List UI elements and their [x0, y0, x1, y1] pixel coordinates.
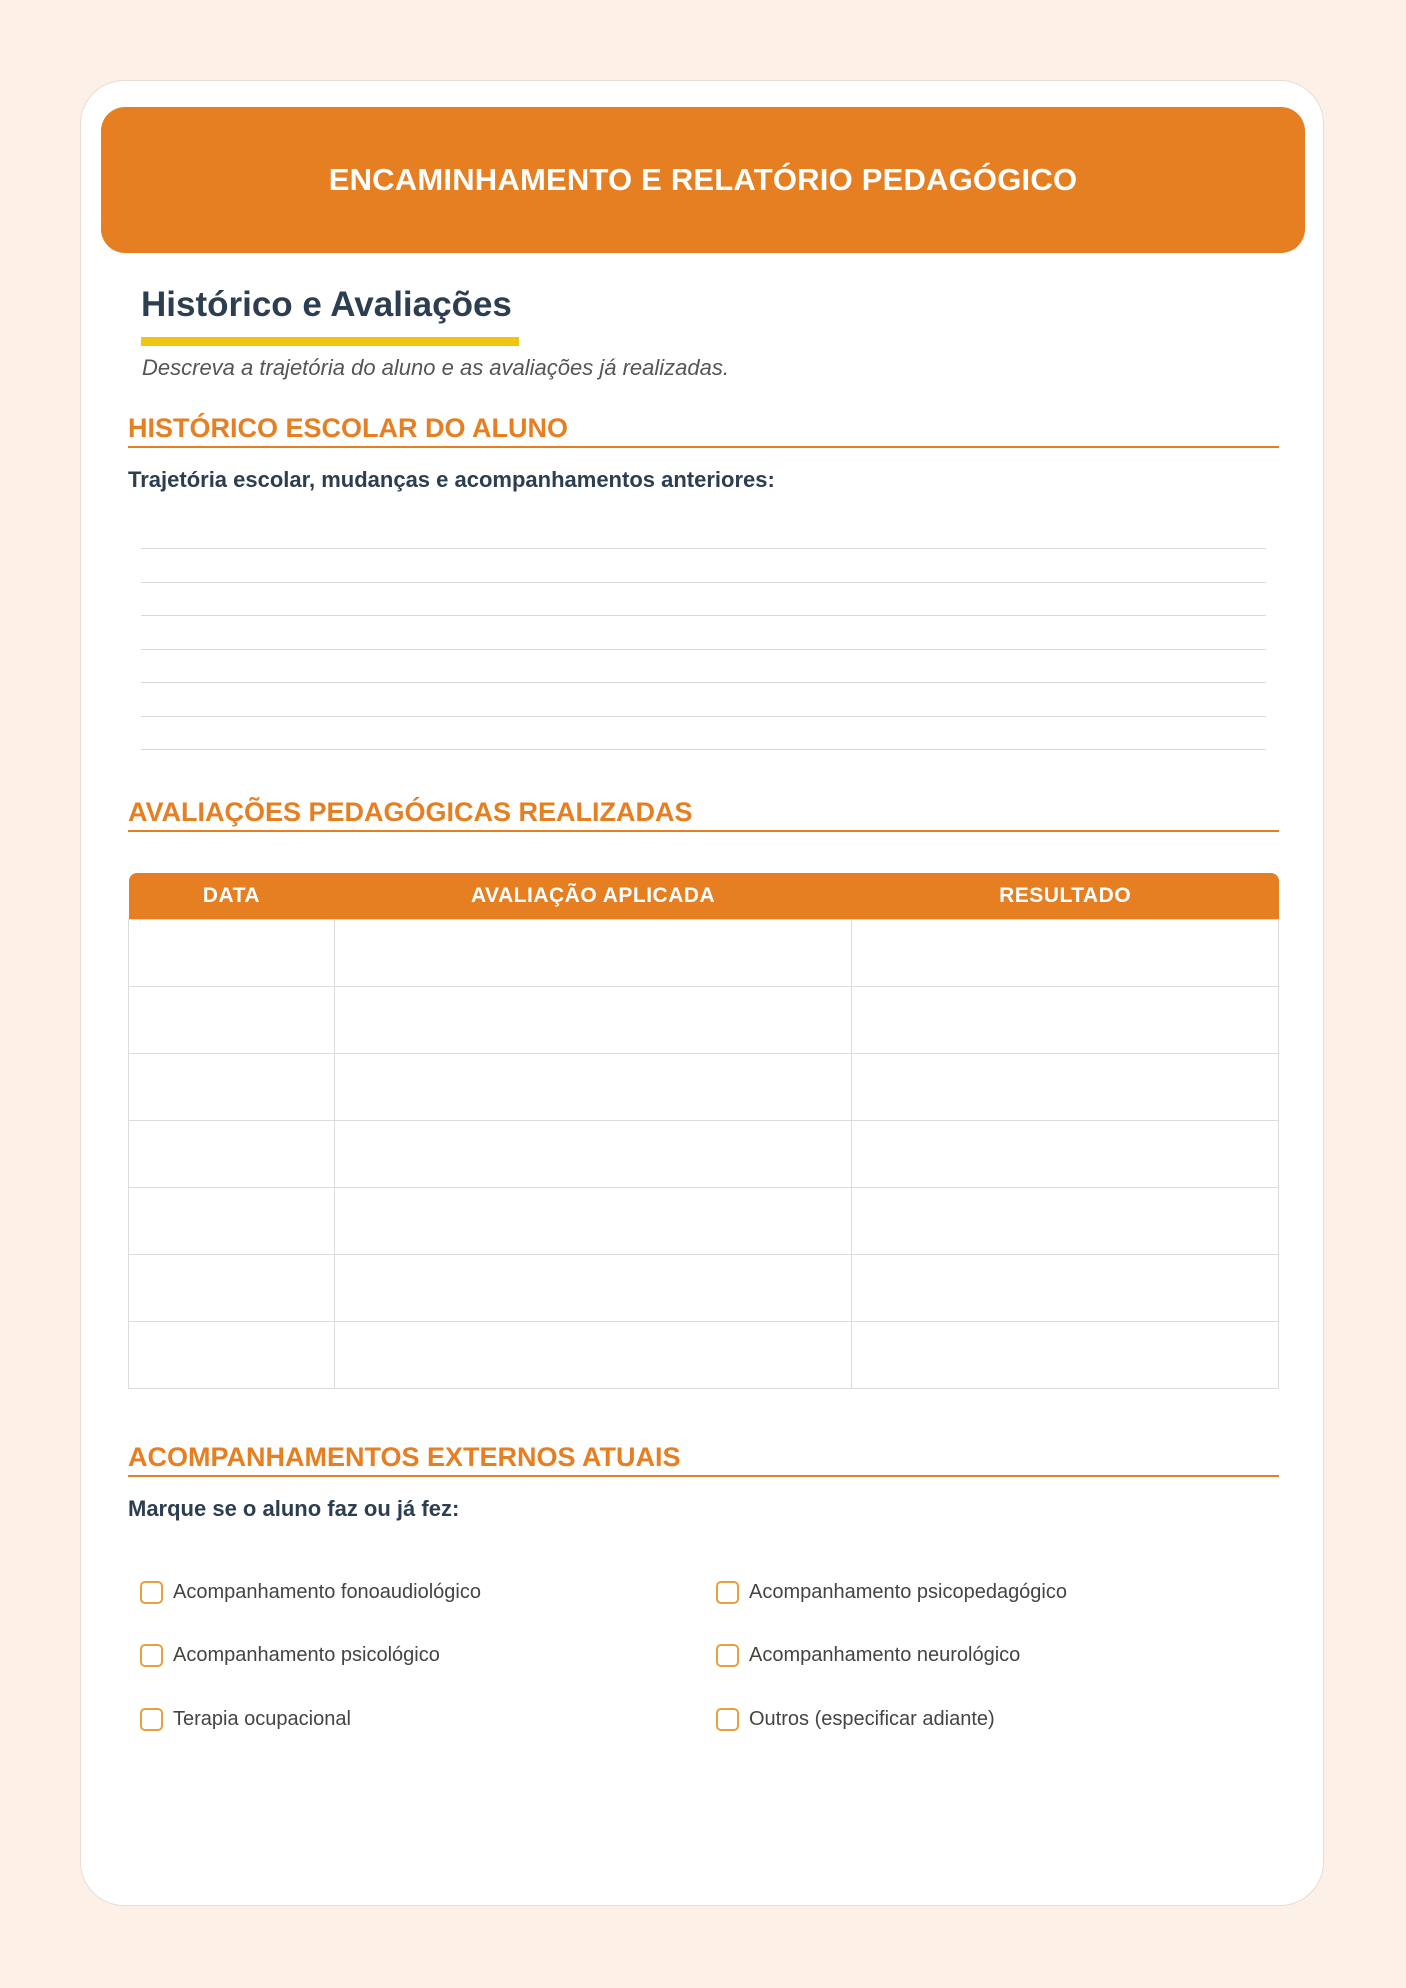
option-label: Acompanhamento psicológico — [173, 1643, 440, 1666]
column-header-avaliacao: AVALIAÇÃO APLICADA — [334, 873, 852, 920]
evaluations-heading: AVALIAÇÕES PEDAGÓGICAS REALIZADAS — [128, 799, 1279, 832]
external-heading: ACOMPANHAMENTOS EXTERNOS ATUAIS — [128, 1444, 1279, 1477]
table-cell[interactable] — [129, 987, 335, 1054]
table-cell[interactable] — [129, 1054, 335, 1121]
form-title: ENCAMINHAMENTO E RELATÓRIO PEDAGÓGICO — [328, 162, 1078, 197]
table-cell[interactable] — [129, 1188, 335, 1255]
table-cell[interactable] — [129, 920, 335, 987]
writing-line[interactable] — [141, 615, 1266, 616]
table-cell[interactable] — [129, 1121, 335, 1188]
writing-line[interactable] — [141, 749, 1266, 750]
table-row — [129, 1188, 1279, 1255]
table-cell[interactable] — [334, 1322, 852, 1389]
table-row — [129, 1054, 1279, 1121]
option-label: Terapia ocupacional — [173, 1707, 351, 1730]
writing-line[interactable] — [141, 716, 1266, 717]
checkbox[interactable] — [140, 1644, 163, 1667]
checkbox[interactable] — [716, 1708, 739, 1731]
option-label: Outros (especificar adiante) — [749, 1707, 995, 1730]
table-row — [129, 1255, 1279, 1322]
table-row — [129, 987, 1279, 1054]
checkbox[interactable] — [716, 1581, 739, 1604]
checkbox[interactable] — [140, 1708, 163, 1731]
table-row — [129, 1121, 1279, 1188]
option-terapia-ocupacional[interactable] — [140, 1704, 351, 1734]
evaluations-table-body — [129, 920, 1279, 1389]
table-cell[interactable] — [334, 1255, 852, 1322]
table-header-row — [129, 873, 1279, 920]
checkbox[interactable] — [716, 1644, 739, 1667]
table-cell[interactable] — [852, 1322, 1279, 1389]
table-cell[interactable] — [852, 1054, 1279, 1121]
table-row — [129, 1322, 1279, 1389]
option-label: Acompanhamento neurológico — [749, 1643, 1021, 1666]
header-banner — [101, 107, 1305, 253]
history-field-label: Trajetória escolar, mudanças e acompanhamentos anteriores: — [128, 467, 775, 492]
option-psicopedagogico[interactable] — [716, 1577, 1067, 1607]
external-field-label: Marque se o aluno faz ou já fez: — [128, 1496, 460, 1521]
option-label: Acompanhamento fonoaudiológico — [173, 1580, 481, 1603]
table-cell[interactable] — [129, 1322, 335, 1389]
writing-line[interactable] — [141, 682, 1266, 683]
table-cell[interactable] — [334, 920, 852, 987]
table-cell[interactable] — [852, 1255, 1279, 1322]
table-cell[interactable] — [334, 987, 852, 1054]
table-row — [129, 920, 1279, 987]
table-cell[interactable] — [334, 1188, 852, 1255]
writing-line[interactable] — [141, 649, 1266, 650]
table-cell[interactable] — [852, 920, 1279, 987]
section-title: Histórico e Avaliações — [141, 285, 512, 324]
section-description: Descreva a trajetória do aluno e as avaliações já realizadas. — [142, 355, 729, 380]
table-cell[interactable] — [334, 1054, 852, 1121]
option-outros[interactable] — [716, 1704, 995, 1734]
option-fonoaudiologico[interactable] — [140, 1577, 481, 1607]
writing-line[interactable] — [141, 582, 1266, 583]
table-cell[interactable] — [852, 1121, 1279, 1188]
form-card — [80, 80, 1324, 1906]
checkbox[interactable] — [140, 1581, 163, 1604]
option-psicologico[interactable] — [140, 1640, 440, 1670]
table-cell[interactable] — [129, 1255, 335, 1322]
table-cell[interactable] — [334, 1121, 852, 1188]
evaluations-table — [128, 873, 1279, 1389]
history-heading: HISTÓRICO ESCOLAR DO ALUNO — [128, 415, 1279, 448]
writing-line[interactable] — [141, 548, 1266, 549]
table-cell[interactable] — [852, 1188, 1279, 1255]
section-title-underline — [141, 337, 519, 346]
column-header-data: DATA — [129, 873, 335, 920]
table-cell[interactable] — [852, 987, 1279, 1054]
option-neurologico[interactable] — [716, 1640, 1020, 1670]
option-label: Acompanhamento psicopedagógico — [749, 1580, 1067, 1603]
column-header-resultado: RESULTADO — [852, 873, 1279, 920]
